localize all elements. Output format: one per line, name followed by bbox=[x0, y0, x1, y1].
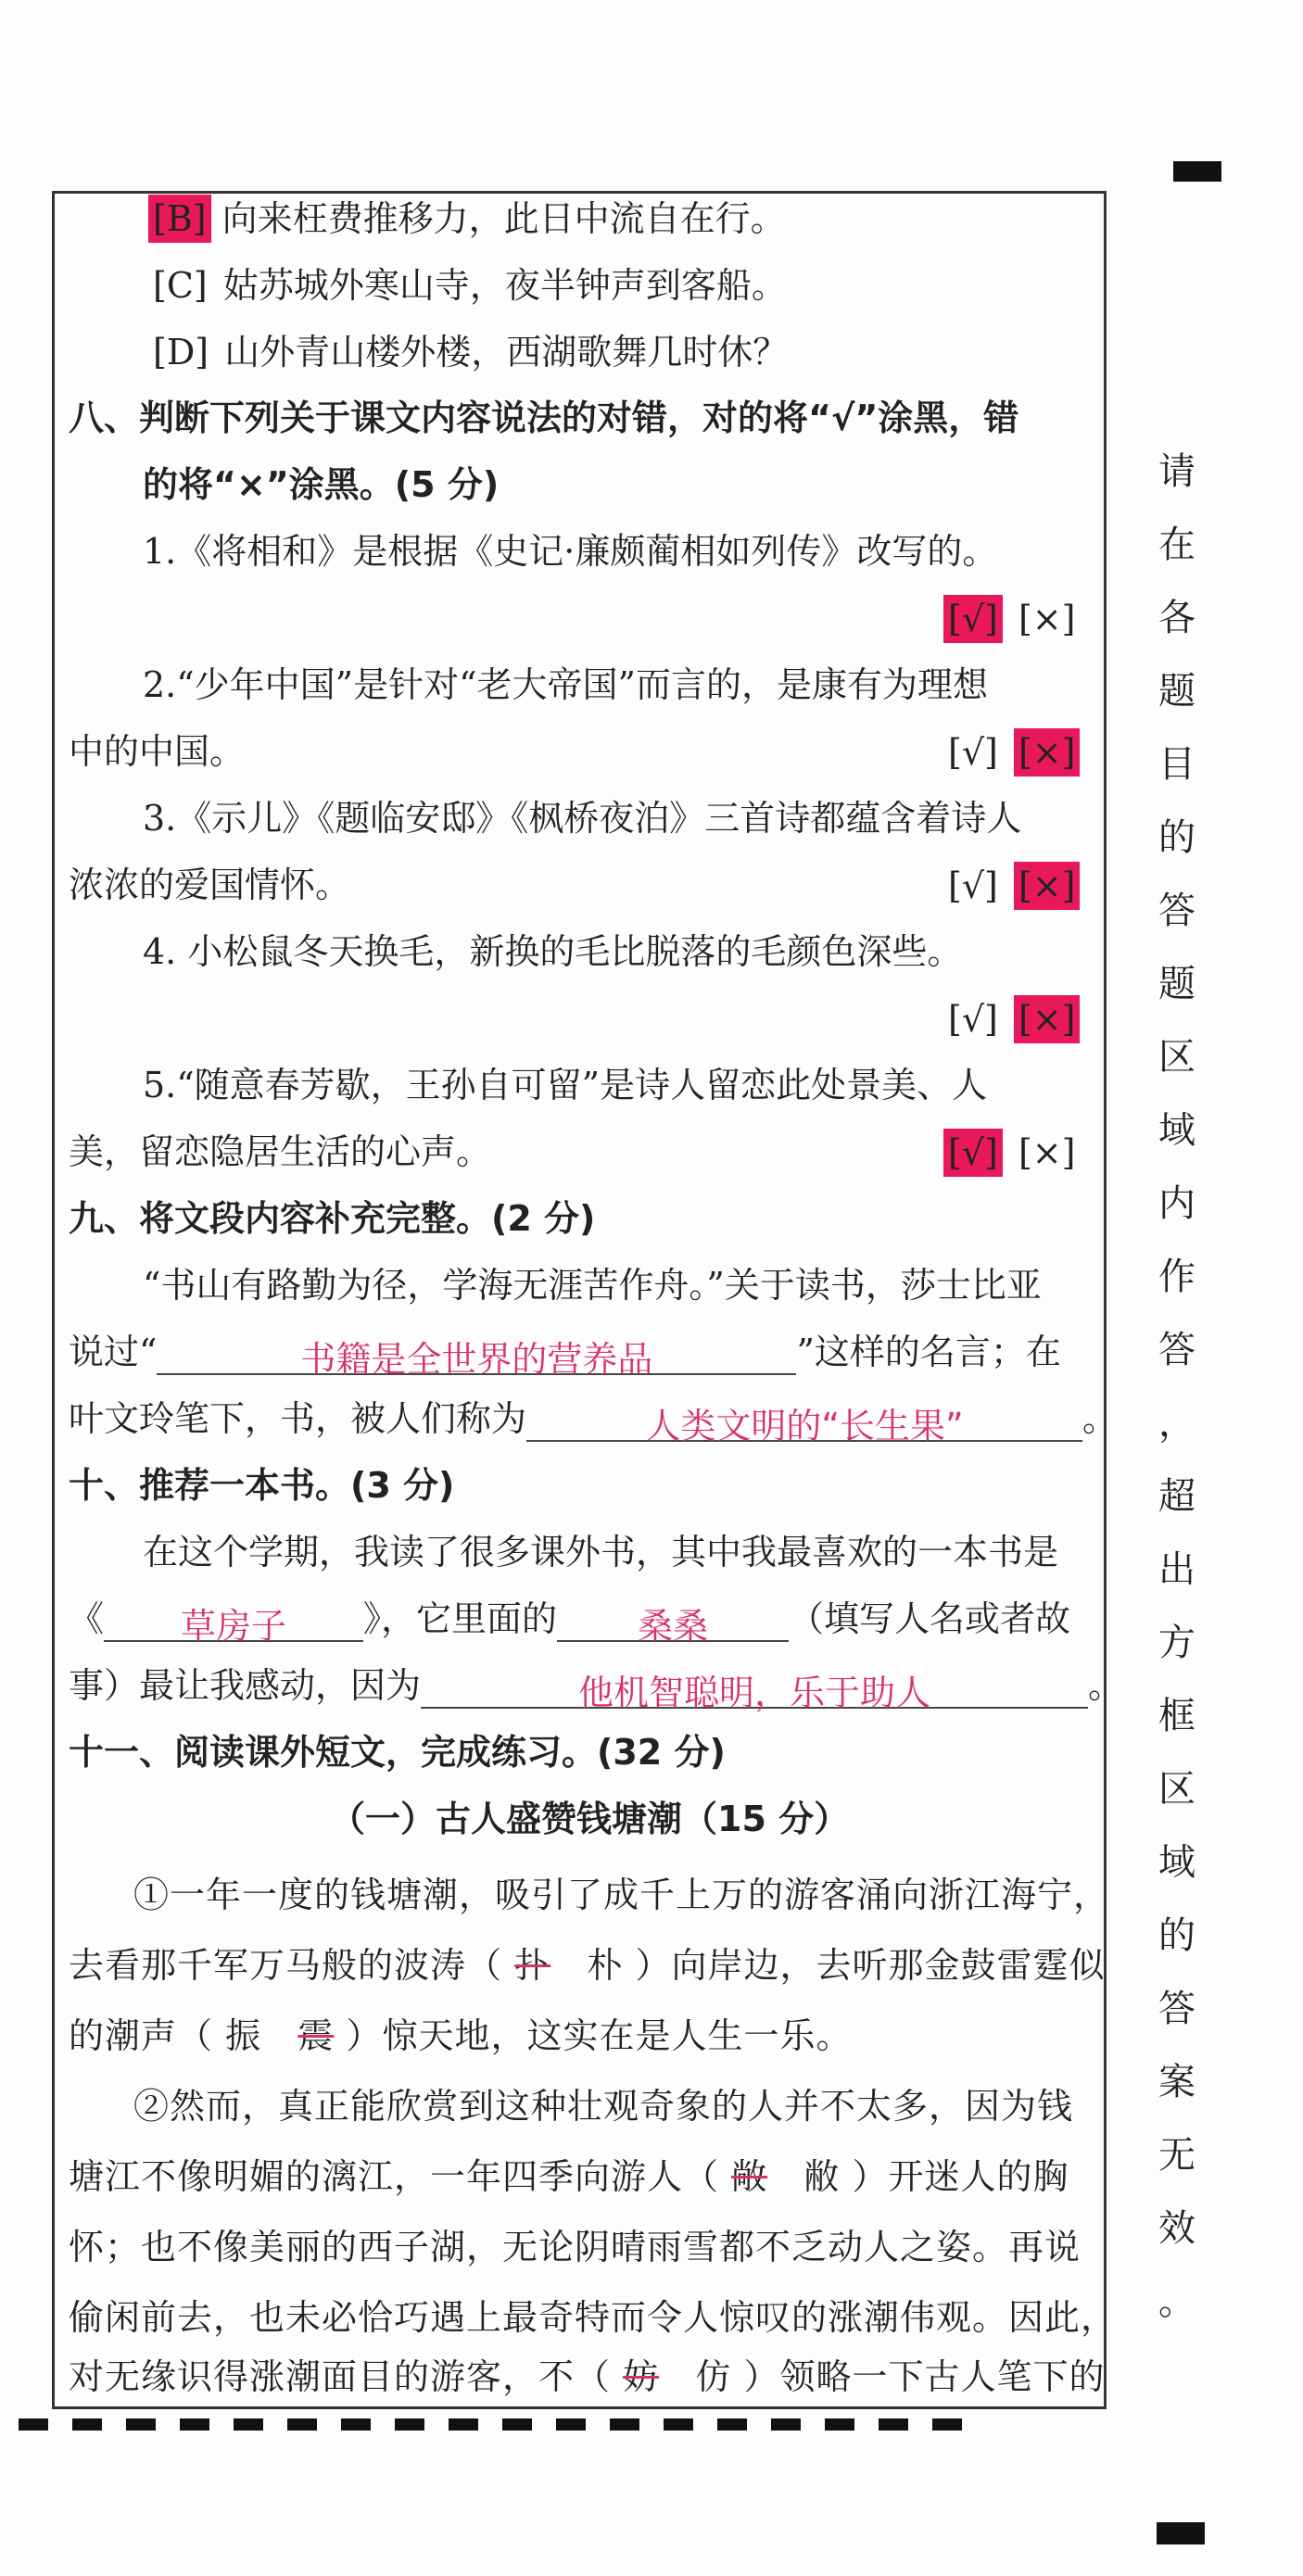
sec9-line2-pre: 说过“ bbox=[69, 1332, 158, 1372]
sec9-blank-2[interactable]: 人类文明的“长生果” bbox=[526, 1403, 1082, 1442]
q3-check[interactable]: [√] bbox=[948, 865, 998, 906]
p1b-pre: 去看那千军万马般的波涛（ bbox=[69, 1945, 503, 1986]
sec10-blank-character[interactable]: 桑桑 bbox=[557, 1603, 789, 1642]
sidebar-char: 在 bbox=[1158, 524, 1195, 566]
sec8-q3b: 浓浓的爱国情怀。 bbox=[69, 865, 351, 905]
sidebar-char: 案 bbox=[1158, 2061, 1195, 2103]
sidebar-char: 区 bbox=[1158, 1768, 1195, 1811]
sidebar-char: 效 bbox=[1158, 2207, 1195, 2250]
p2e-choice-1[interactable]: 妨 bbox=[623, 2356, 660, 2397]
sec8-q3-answers bbox=[943, 862, 1080, 910]
p2e-pre: 对无缘识得涨潮面目的游客，不（ bbox=[69, 2356, 612, 2397]
q5-cross[interactable]: [×] bbox=[1018, 1132, 1076, 1173]
dash-segment bbox=[664, 2418, 693, 2431]
p1b-choice-2[interactable]: 朴 bbox=[587, 1945, 624, 1986]
dash-segment bbox=[395, 2418, 424, 2431]
option-d-label[interactable]: [D] bbox=[153, 332, 209, 373]
q5-check-filled[interactable]: [√] bbox=[943, 1129, 1003, 1177]
sec8-q1: 1.《将相和》是根据《史记·廉颇蔺相如列传》改写的。 bbox=[143, 531, 998, 572]
sidebar-char: 内 bbox=[1158, 1182, 1195, 1225]
sec11-p1b bbox=[69, 1942, 1106, 1989]
dash-segment bbox=[879, 2418, 908, 2431]
sidebar-char: 方 bbox=[1158, 1622, 1195, 1664]
sec8-q2-answers bbox=[943, 728, 1080, 777]
registration-mark-bottom bbox=[1157, 2522, 1205, 2544]
p2e-post: ）领略一下古人笔下的 bbox=[743, 2356, 1106, 2397]
q2-check[interactable]: [√] bbox=[948, 732, 998, 773]
sidebar-char: 域 bbox=[1158, 1109, 1195, 1152]
dash-segment bbox=[717, 2418, 747, 2431]
sec8-q2a: 2.“少年中国”是针对“老大帝国”而言的，是康有为理想 bbox=[143, 664, 988, 705]
sidebar-char: 区 bbox=[1158, 1036, 1195, 1079]
dash-segment bbox=[449, 2418, 478, 2431]
sec11-p2a: ②然而，真正能欣赏到这种壮观奇象的人并不太多，因为钱 bbox=[133, 2086, 1074, 2127]
sidebar-char: 的 bbox=[1158, 1914, 1195, 1957]
sec11-subheading: （一）古人盛赞钱塘潮（15 分） bbox=[330, 1799, 850, 1839]
p1c-pre: 的潮声（ bbox=[69, 2015, 214, 2056]
sec11-p2b bbox=[69, 2153, 1069, 2200]
sidebar-char: 超 bbox=[1158, 1475, 1195, 1518]
sec10-line3 bbox=[69, 1662, 1124, 1713]
sec9-heading: 九、将文段内容补充完整。(2 分) bbox=[69, 1198, 596, 1239]
sidebar-char: 无 bbox=[1158, 2134, 1195, 2177]
registration-mark-top bbox=[1173, 161, 1221, 182]
sec9-line2-post: ”这样的名言；在 bbox=[796, 1332, 1061, 1372]
sec8-q4-answers bbox=[943, 995, 1080, 1043]
sidebar-char: 框 bbox=[1158, 1695, 1195, 1737]
p2e-choice-2[interactable]: 仿 bbox=[695, 2356, 732, 2397]
sec8-q3a: 3.《示儿》《题临安邸》《枫桥夜泊》三首诗都蕴含着诗人 bbox=[143, 798, 1022, 839]
p1c-choice-1[interactable]: 振 bbox=[225, 2015, 262, 2056]
sec8-heading-2: 的将“×”涂黑。(5 分) bbox=[143, 464, 500, 505]
sec9-line3 bbox=[69, 1395, 1119, 1446]
sidebar-char: 出 bbox=[1158, 1548, 1195, 1591]
sec8-q4: 4. 小松鼠冬天换毛，新换的毛比脱落的毛颜色深些。 bbox=[143, 931, 963, 972]
p1c-choice-2[interactable]: 震 bbox=[297, 2015, 335, 2056]
sidebar-char: 答 bbox=[1158, 890, 1195, 932]
sidebar-char: 域 bbox=[1158, 1841, 1195, 1884]
p1c-post: ）惊天地，这实在是人生一乐。 bbox=[346, 2015, 853, 2056]
sidebar-char: 答 bbox=[1158, 1329, 1195, 1371]
dash-segment bbox=[19, 2418, 48, 2431]
sec10-blank-reason[interactable]: 他机智聪明，乐于助人 bbox=[421, 1670, 1088, 1709]
dash-segment bbox=[234, 2418, 263, 2431]
sec10-heading: 十、推荐一本书。(3 分) bbox=[69, 1465, 455, 1506]
sec10-line2-mid: 》，它里面的 bbox=[363, 1598, 558, 1639]
p2b-choice-2[interactable]: 敝 bbox=[803, 2156, 841, 2197]
dash-segment bbox=[72, 2418, 102, 2431]
dash-segment bbox=[771, 2418, 801, 2431]
sidebar-char: 目 bbox=[1158, 743, 1195, 786]
dash-segment bbox=[556, 2418, 586, 2431]
p2b-post: ）开迷人的胸 bbox=[852, 2156, 1069, 2197]
option-d bbox=[148, 328, 788, 376]
option-b-text: 向来枉费推移力，此日中流自在行。 bbox=[221, 198, 786, 239]
dash-segment bbox=[180, 2418, 209, 2431]
q4-cross-filled[interactable]: [×] bbox=[1014, 995, 1081, 1043]
p1b-post: ）向岸边，去听那金鼓雷霆似 bbox=[635, 1945, 1106, 1986]
sec11-p2e bbox=[69, 2354, 1106, 2400]
q2-cross-filled[interactable]: [×] bbox=[1014, 728, 1081, 777]
dash-segment bbox=[932, 2418, 962, 2431]
dash-segment bbox=[825, 2418, 854, 2431]
sidebar-char: 。 bbox=[1158, 2280, 1195, 2323]
sec11-heading: 十一、阅读课外短文，完成练习。(32 分) bbox=[69, 1732, 726, 1773]
sidebar-char: 题 bbox=[1158, 670, 1195, 713]
option-b-selected[interactable]: [B] bbox=[148, 195, 211, 243]
option-c-text: 姑苏城外寒山寺，夜半钟声到客船。 bbox=[222, 265, 787, 306]
sec10-line1: 在这个学期，我读了很多课外书，其中我最喜欢的一本书是 bbox=[143, 1532, 1059, 1572]
sidebar-char: ， bbox=[1158, 1402, 1195, 1445]
sec9-line2 bbox=[69, 1329, 1061, 1380]
sec8-q5a: 5.“随意春芳歇，王孙自可留”是诗人留恋此处景美、人 bbox=[143, 1065, 988, 1105]
sec10-line2 bbox=[69, 1596, 1071, 1647]
option-c bbox=[148, 261, 787, 309]
sidebar-char: 作 bbox=[1158, 1256, 1195, 1298]
sec9-line3-post: 。 bbox=[1082, 1398, 1119, 1439]
p2b-pre: 塘江不像明媚的漓江，一年四季向游人（ bbox=[69, 2156, 720, 2197]
dash-segment bbox=[502, 2418, 532, 2431]
sec9-blank-1[interactable]: 书籍是全世界的营养品 bbox=[157, 1336, 796, 1375]
option-d-text: 山外青山楼外楼，西湖歌舞几时休？ bbox=[224, 332, 789, 373]
dash-segment bbox=[287, 2418, 317, 2431]
sec8-q1-answers bbox=[943, 595, 1080, 643]
sidebar-char: 题 bbox=[1158, 963, 1195, 1005]
sec10-blank-book[interactable]: 草房子 bbox=[104, 1603, 363, 1642]
dash-segment bbox=[341, 2418, 371, 2431]
sidebar-char: 的 bbox=[1158, 816, 1195, 859]
sec11-p1c bbox=[69, 2013, 853, 2059]
q3-cross-filled[interactable]: [×] bbox=[1014, 862, 1081, 910]
sec8-heading-1: 八、判断下列关于课文内容说法的对错，对的将“√”涂黑，错 bbox=[69, 398, 1019, 438]
dash-segment bbox=[610, 2418, 639, 2431]
sec11-p2c: 怀；也不像美丽的西子湖，无论阴晴雨雪都不乏动人之姿。再说 bbox=[69, 2227, 1082, 2267]
sec11-p1a: ①一年一度的钱塘潮，吸引了成千上万的游客涌向浙江海宁， bbox=[133, 1875, 1110, 1915]
sec11-p2d: 偷闲前去，也未必恰巧遇上最奇特而令人惊叹的涨潮伟观。因此， bbox=[69, 2297, 1118, 2338]
sidebar-char: 各 bbox=[1158, 597, 1195, 639]
option-b bbox=[148, 195, 786, 243]
sec9-line1: “书山有路勤为径，学海无涯苦作舟。”关于读书，莎士比亚 bbox=[143, 1265, 1042, 1306]
sec8-q2b: 中的中国。 bbox=[69, 731, 246, 772]
sec10-line2-post: （填写人名或者故 bbox=[789, 1598, 1071, 1639]
option-c-label[interactable]: [C] bbox=[153, 265, 208, 306]
sec8-q5-answers bbox=[943, 1129, 1080, 1177]
p1b-choice-1[interactable]: 扑 bbox=[514, 1945, 551, 1986]
sidebar-instruction bbox=[1149, 436, 1205, 2339]
dash-segment bbox=[126, 2418, 156, 2431]
sidebar-char: 请 bbox=[1158, 450, 1195, 493]
q1-cross[interactable]: [×] bbox=[1018, 599, 1076, 639]
sidebar-char: 答 bbox=[1158, 1988, 1195, 2030]
sec10-line2-pre: 《 bbox=[69, 1598, 105, 1639]
sec9-line3-pre: 叶文玲笔下，书，被人们称为 bbox=[69, 1398, 527, 1439]
sec10-line3-post: 。 bbox=[1088, 1665, 1124, 1706]
q4-check[interactable]: [√] bbox=[948, 999, 998, 1040]
p2b-choice-1[interactable]: 敞 bbox=[731, 2156, 768, 2197]
sec10-line3-pre: 事）最让我感动，因为 bbox=[69, 1665, 422, 1706]
sec8-q5b: 美，留恋隐居生活的心声。 bbox=[69, 1131, 492, 1172]
q1-check-filled[interactable]: [√] bbox=[943, 595, 1003, 643]
